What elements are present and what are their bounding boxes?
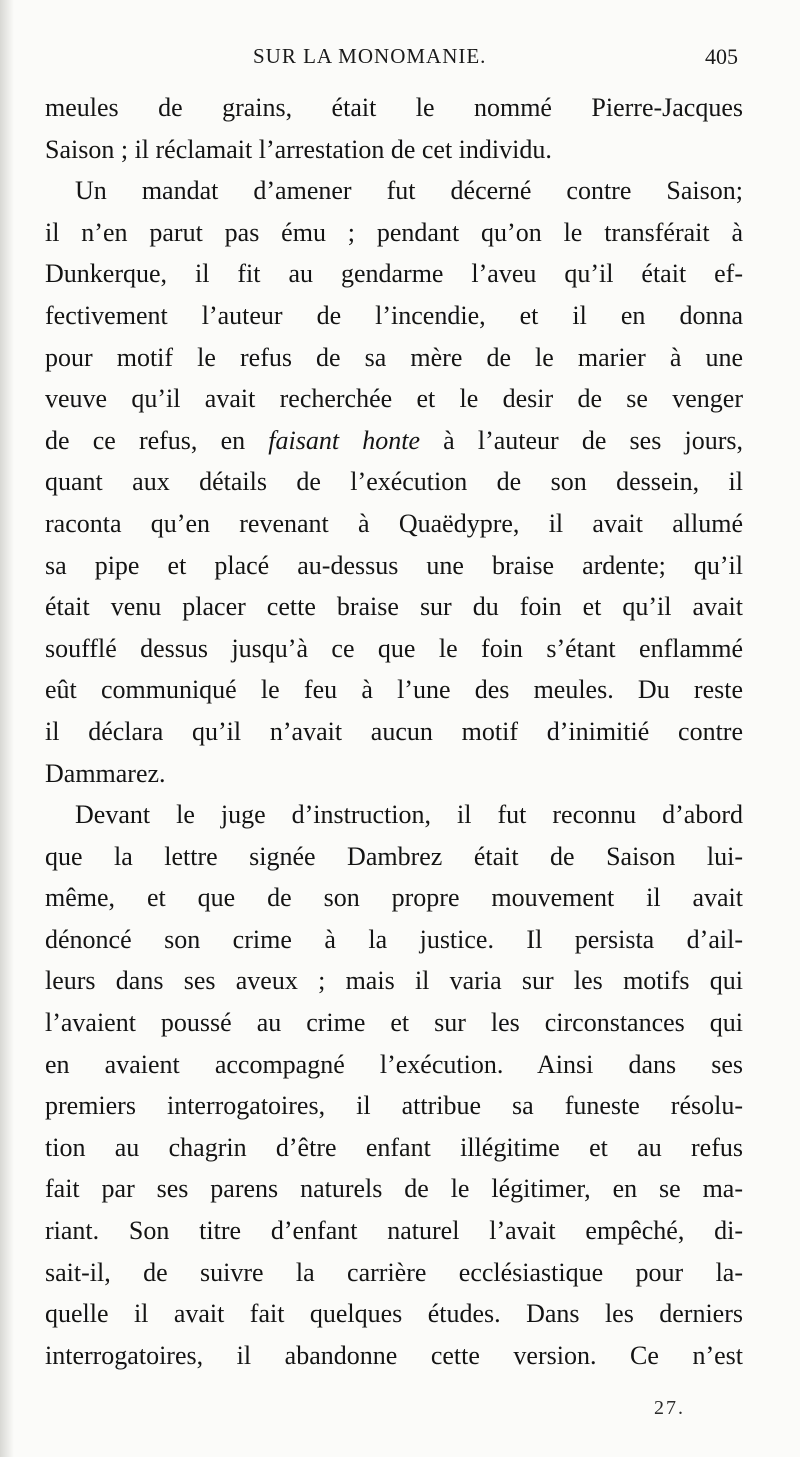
text-line: il déclara qu’il n’avait aucun motif d’inimitié contre (45, 716, 743, 746)
text-line: de ce refus, en faisant honte à l’auteur de ses jours, (45, 425, 743, 455)
text-line: tion au chagrin d’être enfant illégitime et au refus (45, 1132, 743, 1162)
italic-emphasis: faisant honte (268, 425, 420, 455)
text-line: raconta qu’en revenant à Quaëdypre, il avait allumé (45, 508, 743, 538)
text-line: était venu placer cette braise sur du foin et qu’il avait (45, 592, 743, 622)
text-line: Devant le juge d’instruction, il fut reconnu d’abord (75, 800, 743, 830)
signature-mark: 27. (654, 1397, 685, 1419)
text-line: riant. Son titre d’enfant naturel l’avait empêché, di- (45, 1216, 743, 1246)
text-line: que la lettre signée Dambrez était de Saison lui- (45, 841, 743, 871)
text-line: quant aux détails de l’exécution de son dessein, il (45, 467, 743, 497)
running-title: SUR LA MONOMANIE. (253, 44, 487, 68)
text-line: pour motif le refus de sa mère de le marier à une (45, 342, 743, 372)
text-line: il n’en parut pas ému ; pendant qu’on le transférait à (45, 217, 743, 247)
text-line: quelle il avait fait quelques études. Dans les derniers (45, 1299, 743, 1329)
text-line: Dammarez. (45, 758, 166, 788)
page-number: 405 (705, 44, 738, 69)
text-line: sa pipe et placé au-dessus une braise ardente; qu’il (45, 550, 743, 580)
text-line: interrogatoires, il abandonne cette version. Ce n’est (45, 1340, 743, 1370)
text-line: sait-il, de suivre la carrière ecclésiastique pour la- (45, 1257, 743, 1287)
text-line: veuve qu’il avait recherchée et le desir de se venger (45, 384, 743, 414)
text-line: meules de grains, était le nommé Pierre-Jacques (45, 93, 743, 122)
text-line: leurs dans ses aveux ; mais il varia sur les motifs qui (45, 966, 743, 996)
text-line: en avaient accompagné l’exécution. Ainsi dans ses (45, 1049, 743, 1079)
text-line: même, et que de son propre mouvement il avait (45, 883, 743, 913)
text-line: l’avaient poussé au crime et sur les circonstances qui (45, 1008, 743, 1038)
running-head (50, 44, 740, 74)
text-line: eût communiqué le feu à l’une des meules. Du reste (45, 675, 743, 705)
text-line: fectivement l’auteur de l’incendie, et il en donna (45, 300, 743, 330)
text-line: Un mandat d’amener fut décerné contre Saison; (75, 176, 743, 206)
text-line: soufflé dessus jusqu’à ce que le foin s’étant enflammé (45, 633, 743, 663)
text-line: premiers interrogatoires, il attribue sa funeste résolu- (45, 1091, 743, 1121)
text-line: dénoncé son crime à la justice. Il persista d’ail- (45, 924, 743, 954)
gutter-shadow (0, 0, 14, 1457)
text-line: Saison ; il réclamait l’arrestation de cet individu. (45, 134, 552, 164)
body-text (45, 87, 743, 1376)
text-line: Dunkerque, il fit au gendarme l’aveu qu’il était ef- (45, 259, 743, 289)
text-line: fait par ses parens naturels de le légitimer, en se ma- (45, 1174, 743, 1204)
